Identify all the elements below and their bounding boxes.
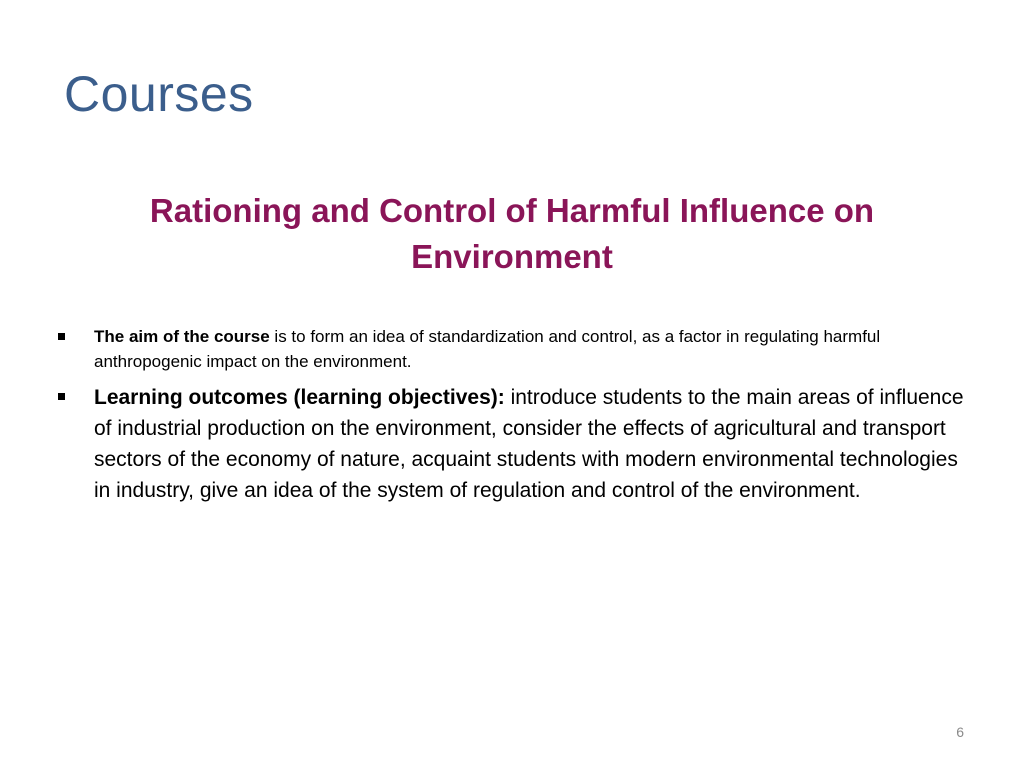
- square-bullet-icon: [58, 333, 65, 340]
- bullet-text: is to form an idea of standardization and control, as a factor in regulating harmful anthropogenic impact on the environment.: [94, 327, 881, 371]
- bullet-item-learning-outcomes: [58, 382, 968, 506]
- bullet-list: [58, 324, 968, 506]
- bullet-lead: The aim of the course: [94, 327, 270, 346]
- course-heading: Rationing and Control of Harmful Influence on Environment: [149, 192, 875, 275]
- slide-title: Courses: [64, 66, 254, 122]
- page-number: 6: [956, 724, 964, 740]
- bullet-lead: Learning outcomes (learning objectives):: [94, 386, 505, 409]
- bullet-text: introduce students to the main areas of influence of industrial production on the environment, consider the effects of agricultural and transport sectors of the economy of nature, acquaint students with modern environmental technologies in industry, give an idea of the system of regulation and control of the environment.: [94, 386, 964, 502]
- bullet-item-course-aim: [58, 324, 968, 374]
- square-bullet-icon: [58, 393, 65, 400]
